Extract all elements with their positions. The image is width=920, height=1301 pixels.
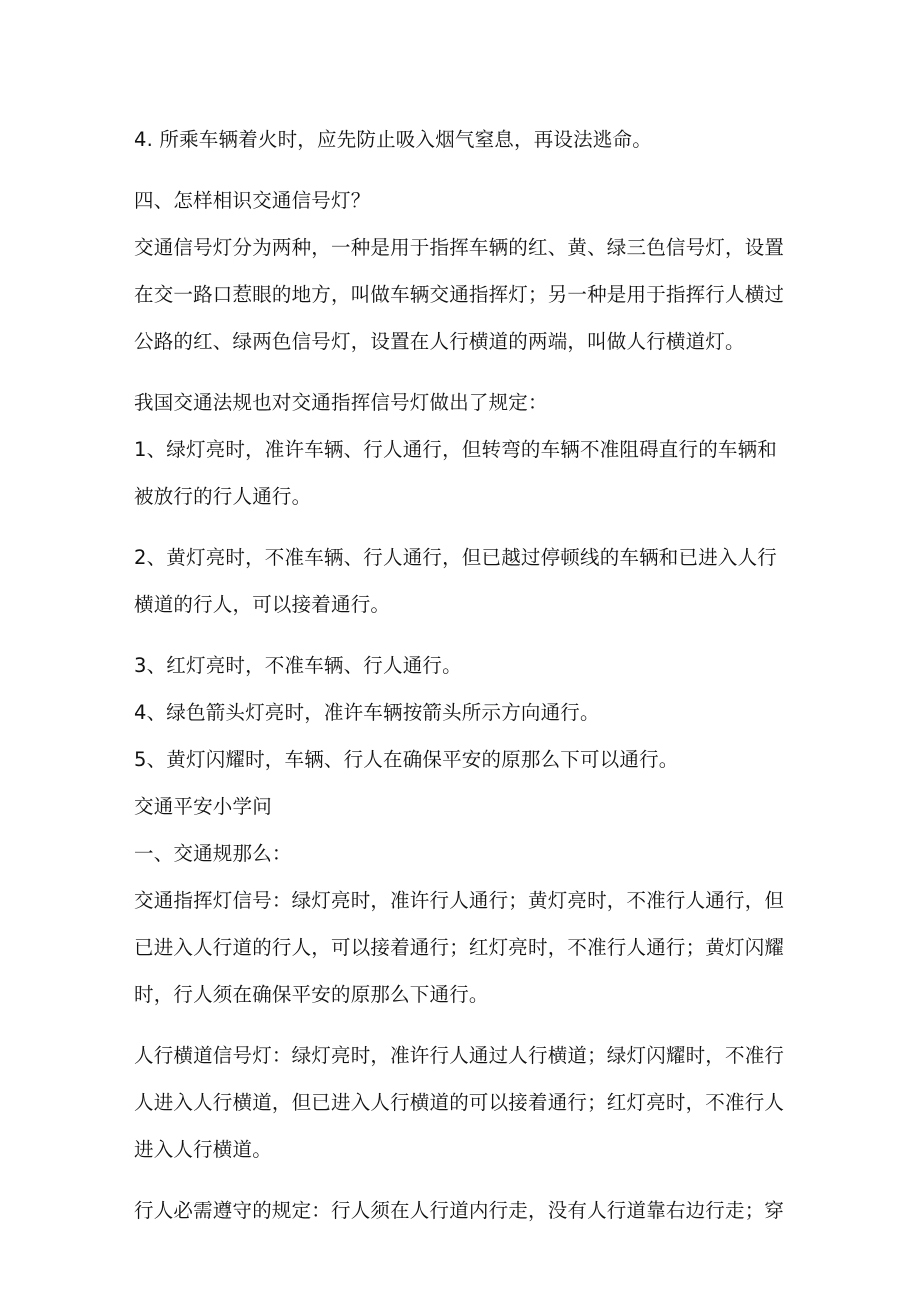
rule-red-light: 3、红灯亮时，不准车辆、行人通行。 [134,654,462,677]
rule-yellow-light: 2、黄灯亮时，不准车辆、行人通行，但已越过停顿线的车辆和已进入人行横道的行人，可以接着通行。 [134,546,778,616]
paragraph-regulations-intro: 我国交通法规也对交通指挥信号灯做出了规定： [134,391,548,414]
section-heading-traffic-lights: 四、怎样相识交通信号灯？ [134,189,371,212]
paragraph-traffic-lights-intro: 交通信号灯分为两种，一种是用于指挥车辆的红、黄、绿三色信号灯，设置在交一路口惹眼的地方，叫做车辆交通指挥灯；另一种是用于指挥行人横过公路的红、绿两色信号灯，设置在人行横道的两端，叫做人行横道灯。 [134,236,785,353]
rule-green-light: 1、绿灯亮时，准许车辆、行人通行，但转弯的车辆不准阻碍直行的车辆和被放行的行人通行。 [134,438,778,508]
paragraph-crosswalk-signal-rules: 人行横道信号灯：绿灯亮时，准许行人通过人行横道；绿灯闪耀时，不准行人进入人行横道，但已进入人行横道的可以接着通行；红灯亮时，不准行人进入人行横道。 [134,1044,785,1161]
paragraph-fire-escape: 4. 所乘车辆着火时，应先防止吸入烟气窒息，再设法逃命。 [134,128,652,151]
paragraph-pedestrian-rules: 行人必需遵守的规定：行人须在人行道内行走，没有人行道靠右边行走；穿 [134,1199,785,1222]
document-body [134,116,794,1234]
rule-yellow-flashing: 5、黄灯闪耀时，车辆、行人在确保平安的原那么下可以通行。 [134,748,679,771]
rule-green-arrow: 4、绿色箭头灯亮时，准许车辆按箭头所示方向通行。 [134,701,600,724]
paragraph-traffic-signal-rules: 交通指挥灯信号：绿灯亮时，准许行人通行；黄灯亮时，不准行人通行，但已进入人行道的行人，可以接着通行；红灯亮时，不准行人通行；黄灯闪耀时，行人须在确保平安的原那么下通行。 [134,889,785,1006]
section-title-safety-knowledge: 交通平安小学问 [134,795,272,818]
section-heading-traffic-rules: 一、交通规那么： [134,842,292,865]
